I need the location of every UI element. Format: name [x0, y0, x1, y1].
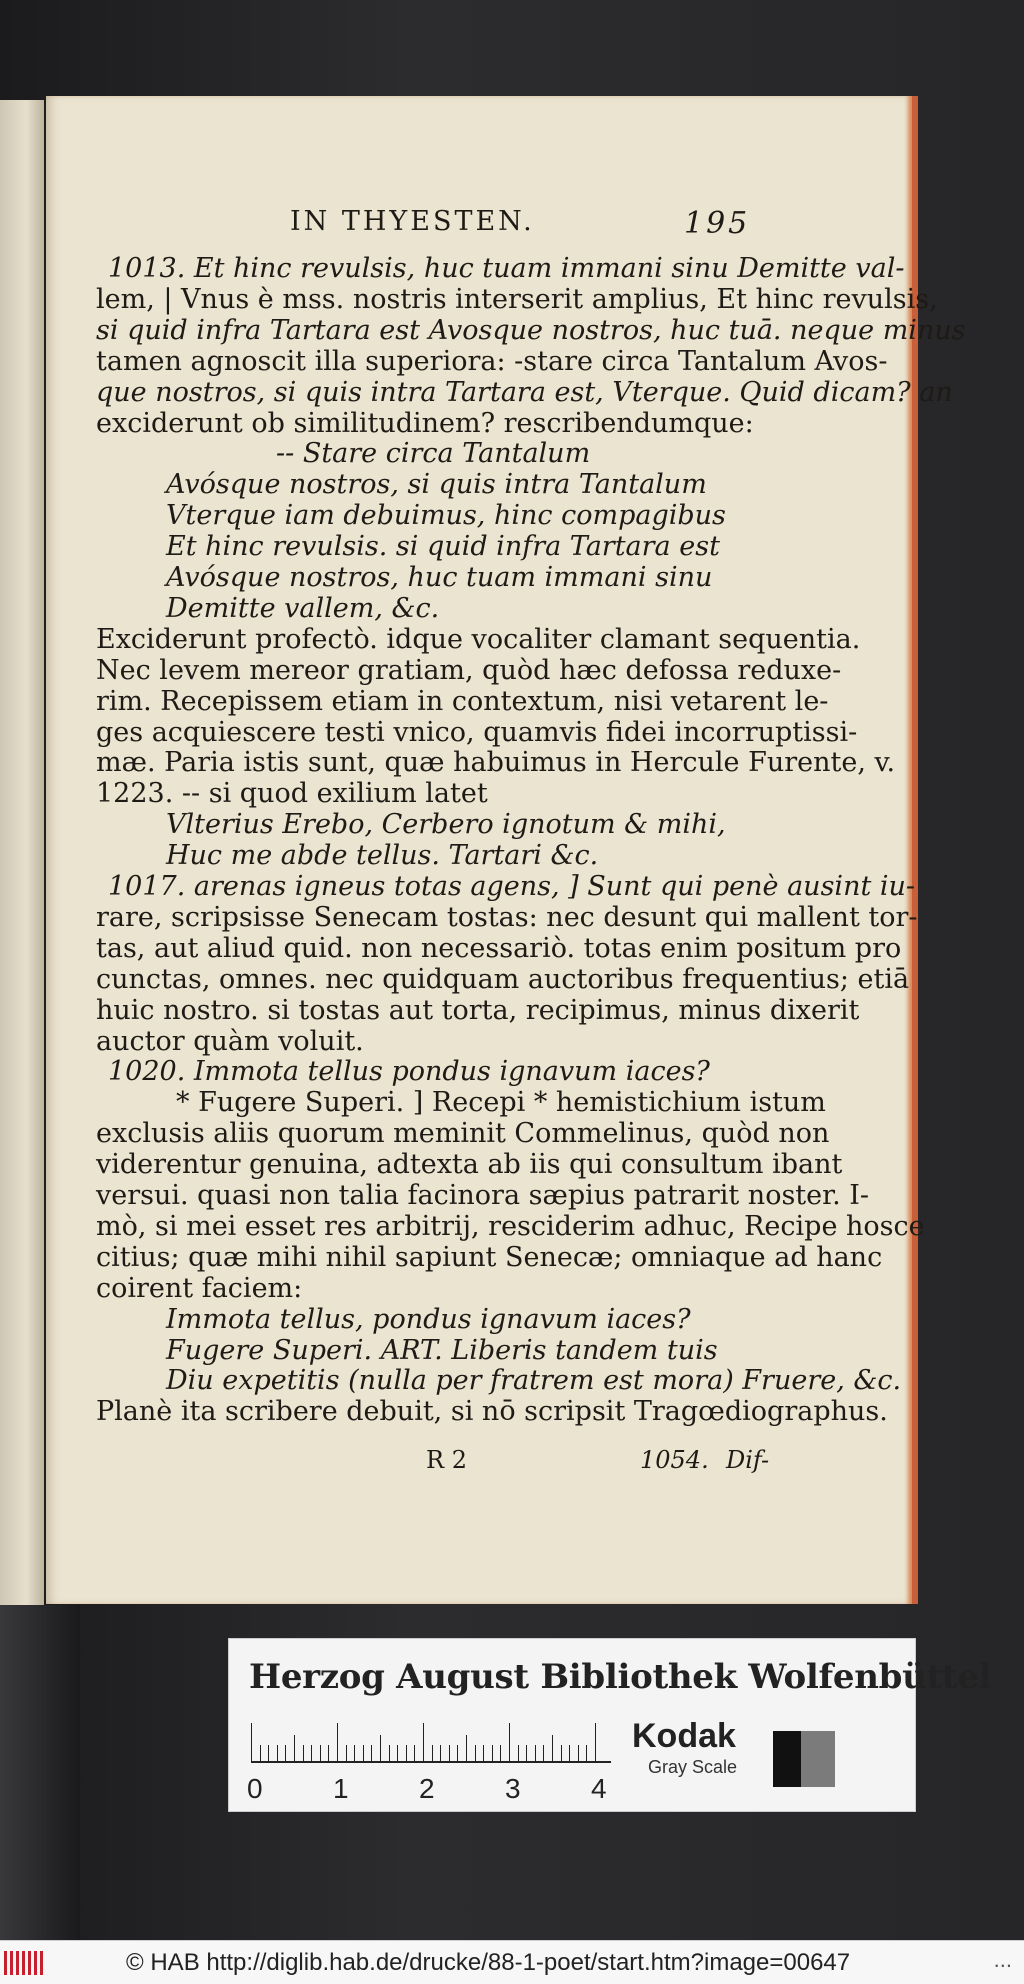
ruler-tick: [397, 1745, 398, 1763]
text-line: 1020. Immota tellus pondus ignavum iaces?: [108, 1056, 710, 1088]
ruler-tick: [346, 1745, 347, 1763]
ruler-tick: [440, 1745, 441, 1763]
more-menu-icon[interactable]: ...: [993, 1947, 1012, 1972]
text-line: Avósque nostros, si quis intra Tantalum: [166, 469, 707, 501]
ruler-tick: [535, 1745, 536, 1763]
ruler-tick: [268, 1745, 269, 1763]
ruler-tick: [509, 1723, 510, 1763]
text-line: 1013. Et hinc revulsis, huc tuam immani sinu Demitte val-: [108, 253, 905, 284]
ruler-tick: [500, 1745, 501, 1763]
ruler-tick: [354, 1745, 355, 1763]
text-line: exclusis aliis quorum meminit Commelinus, quòd non: [96, 1118, 830, 1150]
gray-scale-label: Gray Scale: [648, 1757, 738, 1777]
text-line: mò, si mei esset res arbitrij, resciderim adhuc, Recipe hosce: [96, 1210, 925, 1242]
color-ruler-card: [228, 1638, 992, 1812]
gray-patch-dark: [773, 1731, 801, 1787]
text-line: Demitte vallem, &c.: [166, 592, 440, 624]
text-line: * Fugere Superi. ] Recepi * hemistichium istum: [176, 1087, 826, 1119]
ruler-tick: [303, 1745, 304, 1763]
ruler-tick: [277, 1745, 278, 1763]
text-line: auctor quàm voluit.: [96, 1025, 364, 1057]
ruler-tick: [483, 1745, 484, 1763]
ruler-tick: [285, 1745, 286, 1763]
text-line: Vterque iam debuimus, hinc compagibus: [166, 500, 726, 532]
ruler-tick: [595, 1723, 596, 1763]
text-line: Exciderunt profectò. idque vocaliter clamant sequentia.: [96, 623, 861, 655]
text-line: 1223. -- si quod exilium latet: [96, 778, 488, 810]
text-line: Et hinc revulsis. si quid infra Tartara est: [166, 531, 720, 563]
ruler-tick: [569, 1745, 570, 1763]
text-line: citius; quæ mihi nihil sapiunt Senecæ; omniaque ad hanc: [96, 1241, 883, 1273]
text-line: Fugere Superi. ART. Liberis tandem tuis: [166, 1334, 718, 1366]
text-line: Immota tellus, pondus ignavum iaces?: [166, 1303, 691, 1335]
text-line: Avósque nostros, huc tuam immani sinu: [166, 562, 713, 593]
ruler-tick: [552, 1735, 553, 1763]
text-line: si quid infra Tartara est Avosque nostros, huc tuā. neque minus: [96, 314, 966, 346]
hab-barcode-icon: [4, 1951, 46, 1975]
ruler-tick: [586, 1745, 587, 1763]
text-line: tas, aut aliud quid. non necessariò. totas enim positum pro: [96, 932, 902, 964]
catchword-number: 1054.: [640, 1446, 709, 1474]
text-line: Nec levem mereor gratiam, quòd hæc defossa reduxe-: [96, 654, 842, 686]
ruler-number-3: 3: [505, 1773, 521, 1804]
text-line: viderentur genuina, adtexta ab iis qui consultum ibant: [96, 1149, 843, 1181]
text-line: huic nostro. si tostas aut torta, recipimus, minus dixerit: [96, 994, 860, 1026]
text-line: 1017. arenas igneus totas agens, ] Sunt qui penè ausint iu-: [108, 871, 916, 902]
ruler-tick: [475, 1745, 476, 1763]
ruler-tick: [518, 1745, 519, 1763]
text-line: rim. Recepissem etiam in contextum, nisi vetarent le-: [96, 685, 829, 717]
text-line: cunctas, omnes. nec quidquam auctoribus frequentius; etiā: [96, 963, 910, 995]
ruler-tick: [320, 1745, 321, 1763]
ruler-tick: [561, 1745, 562, 1763]
ruler-tick: [389, 1745, 390, 1763]
catchword: Dif-: [726, 1446, 770, 1474]
ruler-tick: [414, 1745, 415, 1763]
ruler-title: Herzog August Bibliothek Wolfenbüttel: [249, 1657, 992, 1697]
signature-mark: R 2: [426, 1446, 467, 1474]
text-line: rare, scripsisse Senecam tostas: nec desunt qui mallent tor-: [96, 901, 918, 933]
text-line: mæ. Paria istis sunt, quæ habuimus in Hercule Furente, v.: [96, 747, 896, 779]
ruler-tick: [363, 1745, 364, 1763]
text-line: coirent faciem:: [96, 1272, 303, 1304]
text-line: ges acquiescere testi vnico, quamvis fidei incorruptissi-: [96, 716, 858, 748]
ruler-tick: [492, 1745, 493, 1763]
ruler-tick: [449, 1745, 450, 1763]
text-line: Planè ita scribere debuit, si nō scripsit Tragœdiographus.: [96, 1396, 888, 1428]
text-line: Vlterius Erebo, Cerbero ignotum & mihi,: [166, 809, 726, 841]
previous-page-edge: [0, 100, 44, 1605]
ruler-number-1: 1: [333, 1773, 349, 1804]
ruler-tick: [406, 1745, 407, 1763]
ruler-tick: [457, 1745, 458, 1763]
gray-patch-mid: [801, 1731, 835, 1787]
ruler-tick: [578, 1745, 579, 1763]
copyright-url: © HAB http://diglib.hab.de/drucke/88-1-poet/start.htm?image=00647: [126, 1949, 851, 1976]
text-line: Diu expetitis (nulla per fratrem est mora) Fruere, &c.: [166, 1365, 902, 1397]
kodak-logo: Kodak: [632, 1717, 736, 1755]
ruler-tick: [380, 1735, 381, 1763]
text-line: que nostros, si quis intra Tartara est, Vterque. Quid dicam? an: [96, 376, 953, 408]
footer-bar: [0, 1940, 1024, 1984]
ruler-scale: [251, 1721, 611, 1763]
ruler-tick: [466, 1735, 467, 1763]
text-line: Huc me abde tellus. Tartari &c.: [166, 840, 599, 872]
ruler-tick: [543, 1745, 544, 1763]
ruler-tick: [311, 1745, 312, 1763]
page-number: 195: [684, 206, 751, 241]
text-line: -- Stare circa Tantalum: [276, 438, 591, 470]
ruler-tick: [328, 1745, 329, 1763]
ruler-number-0: 0: [247, 1773, 263, 1804]
text-line: versui. quasi non talia facinora sæpius patrarit noster. I-: [96, 1180, 870, 1211]
ruler-number-4: 4: [591, 1773, 607, 1804]
ruler-tick: [260, 1745, 261, 1763]
ruler-tick: [337, 1723, 338, 1763]
running-title: IN THYESTEN.: [290, 206, 535, 237]
ruler-tick: [251, 1723, 252, 1763]
ruler-tick: [371, 1745, 372, 1763]
text-line: lem, | Vnus è mss. nostris interserit amplius, Et hinc revulsis,: [96, 283, 938, 315]
ruler-tick: [294, 1735, 295, 1763]
text-line: tamen agnoscit illa superiora: -stare circa Tantalum Avos-: [96, 345, 888, 377]
text-line: exciderunt ob similitudinem? rescribendumque:: [96, 407, 754, 439]
ruler-tick: [526, 1745, 527, 1763]
ruler-number-2: 2: [419, 1773, 435, 1804]
ruler-tick: [432, 1745, 433, 1763]
book-page: [46, 96, 966, 1604]
ruler-tick: [423, 1723, 424, 1763]
book-spine: [0, 1605, 80, 1940]
